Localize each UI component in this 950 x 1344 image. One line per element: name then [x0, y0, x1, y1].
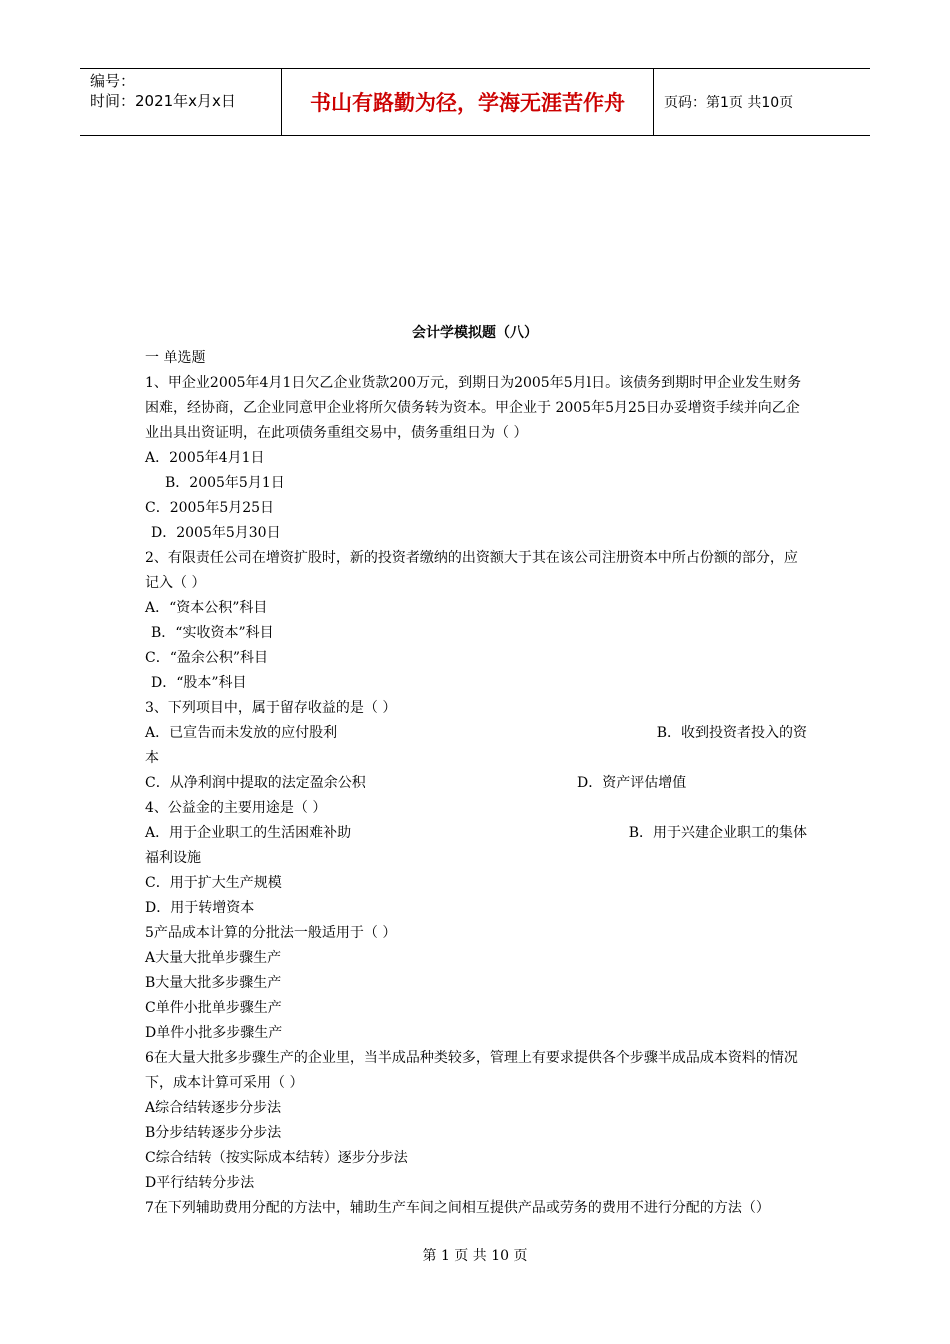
question-5-option-c: C单件小批单步骤生产	[145, 1000, 282, 1016]
question-3-option-c: C．从净利润中提取的法定盈余公积	[145, 775, 366, 791]
question-4-option-d: D．用于转增资本	[145, 900, 255, 916]
question-3-row-ab	[145, 721, 807, 746]
question-2-option-a: A．“资本公积”科目	[145, 600, 268, 616]
header-left-cell	[80, 69, 282, 135]
question-3-option-a: A．已宣告而未发放的应付股利	[145, 725, 338, 741]
question-4-option-c: C．用于扩大生产规模	[145, 875, 282, 891]
question-6-option-c: C综合结转（按实际成本结转）逐步分步法	[145, 1150, 408, 1166]
section-heading: 一 单选题	[145, 350, 206, 366]
question-3-option-d: D．资产评估增值	[577, 775, 687, 791]
question-1-option-d: D．2005年5月30日	[151, 525, 281, 541]
question-7-stem: 7在下列辅助费用分配的方法中，辅助生产车间之间相互提供产品或劳务的费用不进行分配的方法（）	[145, 1200, 770, 1216]
header-table	[80, 68, 870, 136]
question-5-option-b: B大量大批多步骤生产	[145, 975, 282, 991]
question-list	[145, 346, 807, 1221]
question-2-stem: 2、有限责任公司在增资扩股时，新的投资者缴纳的出资额大于其在该公司注册资本中所占份额的部分，应记入（ ）	[145, 550, 798, 591]
question-1-option-b: B．2005年5月1日	[165, 475, 285, 491]
document-title: 会计学模拟题（八）	[412, 325, 538, 341]
question-1-option-a: A．2005年4月1日	[145, 450, 265, 466]
question-6-option-a: A综合结转逐步分步法	[145, 1100, 282, 1116]
page-footer: 第 1 页 共 10 页	[422, 1248, 528, 1264]
question-3-option-b: B．收到投资者投入的资	[656, 725, 807, 741]
motto: 书山有路勤为径，学海无涯苦作舟	[282, 69, 654, 135]
question-2-option-d: D．“股本”科目	[151, 675, 247, 691]
page-label: 页码：第1页 共10页	[664, 95, 794, 111]
number-label: 编号：	[90, 72, 136, 90]
question-4-option-b: B．用于兴建企业职工的集体	[628, 825, 807, 841]
question-4-row-ab	[145, 821, 807, 846]
question-4-option-b-cont: 福利设施	[145, 850, 201, 866]
question-2-option-c: C．“盈余公积”科目	[145, 650, 269, 666]
time-label: 时间：2021年x月x日	[90, 92, 236, 110]
question-3-option-b-cont: 本	[145, 750, 159, 766]
question-5-stem: 5产品成本计算的分批法一般适用于（ ）	[145, 925, 397, 941]
question-5-option-a: A大量大批单步骤生产	[145, 950, 282, 966]
question-6-stem: 6在大量大批多步骤生产的企业里，当半成品种类较多，管理上有要求提供各个步骤半成品成本资料的情况下，成本计算可采用（ ）	[145, 1050, 798, 1091]
question-1-option-c: C．2005年5月25日	[145, 500, 275, 516]
question-3-row-cd	[145, 771, 807, 796]
question-3-stem: 3、下列项目中，属于留存收益的是（ ）	[145, 700, 397, 716]
question-1-stem: 1、甲企业2005年4月1日欠乙企业货款200万元，到期日为2005年5月l日。该债务到期时甲企业发生财务困难，经协商，乙企业同意甲企业将所欠债务转为资本。甲企业于 2005年5月25日办妥增资手续并向乙企业出具出资证明，在此项债务重组交易中，债务重组日为（ ）	[145, 375, 802, 441]
question-2-option-b: B．“实收资本”科目	[151, 625, 274, 641]
question-6-option-d: D平行结转分步法	[145, 1175, 255, 1191]
question-4-option-a: A．用于企业职工的生活困难补助	[145, 825, 352, 841]
question-4-stem: 4、公益金的主要用途是（ ）	[145, 800, 327, 816]
question-5-option-d: D单件小批多步骤生产	[145, 1025, 283, 1041]
question-6-option-b: B分步结转逐步分步法	[145, 1125, 282, 1141]
